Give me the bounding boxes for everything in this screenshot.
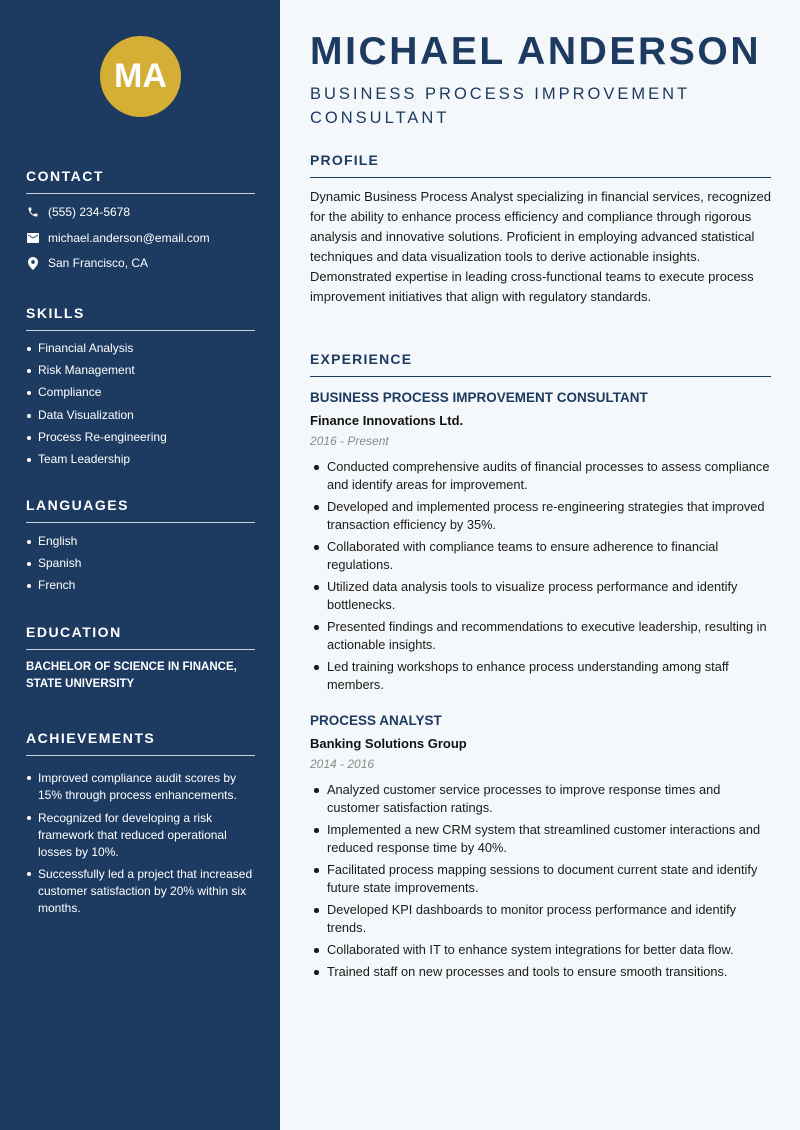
skill-item: Data Visualization: [26, 408, 261, 430]
experience-heading: EXPERIENCE: [310, 351, 771, 377]
achievement-item: Recognized for developing a risk framework that reduced operational losses by 10%.: [26, 810, 261, 861]
language-item: English: [26, 534, 261, 556]
job-bullet: Analyzed customer service processes to improve response times and customer satisfaction ratings.: [310, 781, 772, 817]
achievements-heading: ACHIEVEMENTS: [26, 730, 255, 756]
sidebar: [0, 0, 280, 1130]
job-bullets: [310, 781, 772, 985]
education-degree: BACHELOR OF SCIENCE IN FINANCE, STATE UNIVERSITY: [26, 661, 237, 690]
achievement-item: Improved compliance audit scores by 15% through process enhancements.: [26, 770, 261, 804]
job-bullet: Trained staff on new processes and tools to ensure smooth transitions.: [310, 963, 772, 981]
job-company: Banking Solutions Group: [310, 736, 467, 751]
job-dates: 2016 - Present: [310, 434, 389, 448]
contact-email: [26, 231, 210, 245]
job-bullet: Utilized data analysis tools to visualize process performance and identify bottlenecks.: [310, 578, 772, 614]
language-item: French: [26, 578, 261, 600]
job-bullets: [310, 458, 772, 698]
skill-item: Risk Management: [26, 363, 261, 385]
skills-list: [26, 341, 261, 474]
profile-text: Dynamic Business Process Analyst specializing in financial services, recognized for the ability to enhance process efficiency and compliance through rigorous analysis and innovative solutions. Proficient in employing advanced statistical techniques and data visualization tools to derive actionable insights. Demonstrated expertise in leading cross-functional teams to execute process improvement initiatives that align with regulatory standards.: [310, 189, 771, 305]
job-bullet: Collaborated with compliance teams to ensure adherence to financial regulations.: [310, 538, 772, 574]
achievement-item: Successfully led a project that increased customer satisfaction by 20% within six months.: [26, 866, 261, 917]
skill-item: Financial Analysis: [26, 341, 261, 363]
skills-heading: SKILLS: [26, 305, 255, 331]
job-bullet: Presented findings and recommendations to executive leadership, resulting in actionable insights.: [310, 618, 772, 654]
job-dates: 2014 - 2016: [310, 757, 375, 771]
email-text: michael.anderson@email.com: [48, 231, 210, 245]
job-bullet: Implemented a new CRM system that streamlined customer interactions and reduced response time by 40%.: [310, 821, 772, 857]
candidate-title: BUSINESS PROCESS IMPROVEMENT CONSULTANT: [310, 85, 690, 127]
phone-text: (555) 234-5678: [48, 205, 131, 219]
job-bullet: Conducted comprehensive audits of financial processes to assess compliance and identify areas for improvement.: [310, 458, 772, 494]
candidate-name: MICHAEL ANDERSON: [310, 30, 762, 73]
location-text: San Francisco, CA: [48, 256, 149, 270]
languages-list: [26, 534, 261, 601]
job-company: Finance Innovations Ltd.: [310, 413, 464, 428]
contact-location: [26, 256, 148, 270]
job-bullet: Led training workshops to enhance process understanding among staff members.: [310, 658, 772, 694]
achievements-list: [26, 770, 261, 923]
email-icon: [26, 232, 39, 245]
skill-item: Team Leadership: [26, 452, 261, 474]
skill-item: Process Re-engineering: [26, 430, 261, 452]
language-item: Spanish: [26, 556, 261, 578]
phone-icon: [26, 206, 39, 219]
job-bullet: Collaborated with IT to enhance system integrations for better data flow.: [310, 941, 772, 959]
job-title: PROCESS ANALYST: [310, 713, 442, 728]
job-bullet: Facilitated process mapping sessions to document current state and identify future state improvements.: [310, 861, 772, 897]
education-heading: EDUCATION: [26, 624, 255, 650]
location-pin-icon: [26, 257, 39, 270]
skill-item: Compliance: [26, 385, 261, 407]
languages-heading: LANGUAGES: [26, 497, 255, 523]
job-bullet: Developed and implemented process re-engineering strategies that improved transaction efficiency by 35%.: [310, 498, 772, 534]
job-title: BUSINESS PROCESS IMPROVEMENT CONSULTANT: [310, 390, 648, 405]
contact-phone: [26, 205, 130, 219]
contact-heading: CONTACT: [26, 168, 255, 194]
avatar: MA: [100, 36, 181, 117]
job-bullet: Developed KPI dashboards to monitor process performance and identify trends.: [310, 901, 772, 937]
profile-heading: PROFILE: [310, 152, 771, 178]
